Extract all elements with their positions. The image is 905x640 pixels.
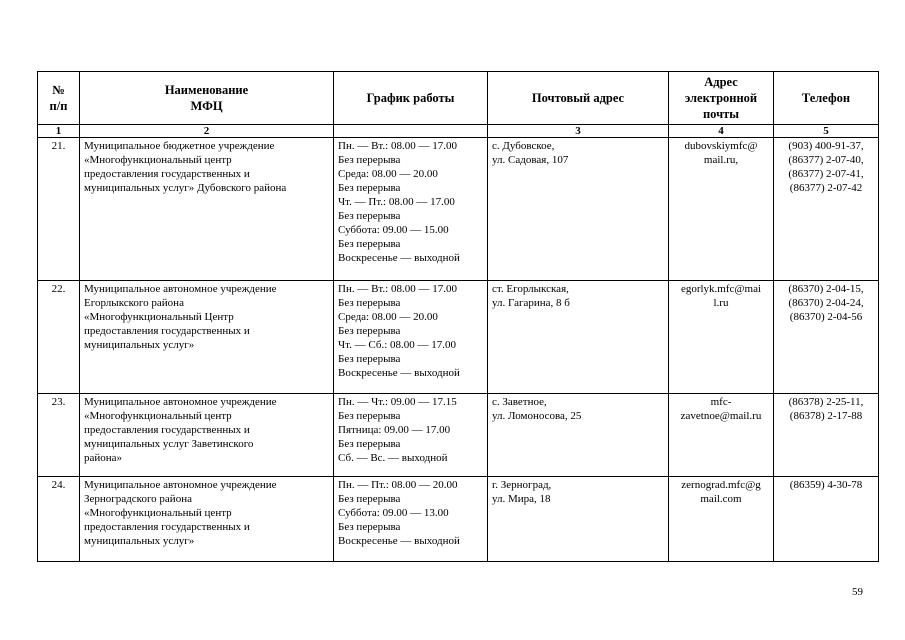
address-cell: г. Зерноград, ул. Мира, 18 (488, 477, 669, 562)
phone-cell: (86370) 2-04-15, (86370) 2-04-24, (86370) 2-04-56 (774, 281, 879, 394)
header-phone: Телефон (774, 72, 879, 125)
col-number: 5 (774, 125, 879, 138)
header-address: Почтовый адрес (488, 72, 669, 125)
table-row (38, 281, 879, 394)
header-email: Адрес электронной почты (669, 72, 774, 125)
email-cell: egorlyk.mfc@mai l.ru (669, 281, 774, 394)
schedule-cell: Пн. — Вт.: 08.00 — 17.00 Без перерыва Среда: 08.00 — 20.00 Без перерыва Чт. — Пт.: 08.00 — 17.00 Без перерыва Суббота: 09.00 — 15.00 Без перерыва Воскресенье — выходной (334, 138, 488, 281)
address-cell: с. Заветное, ул. Ломоносова, 25 (488, 394, 669, 477)
mfc-name-cell: Муниципальное автономное учреждение «Многофункциональный центр предоставления государственных и муниципальных услуг Заветинского района» (80, 394, 334, 477)
header-schedule: График работы (334, 72, 488, 125)
email-cell: mfc- zavetnoe@mail.ru (669, 394, 774, 477)
email-cell: dubovskiymfc@ mail.ru, (669, 138, 774, 281)
col-number: 4 (669, 125, 774, 138)
mfc-name-cell: Муниципальное автономное учреждение Егорлыкского района «Многофункциональный Центр предоставления государственных и муниципальных услуг» (80, 281, 334, 394)
phone-cell: (86359) 4-30-78 (774, 477, 879, 562)
phone-cell: (903) 400-91-37, (86377) 2-07-40, (86377) 2-07-41, (86377) 2-07-42 (774, 138, 879, 281)
row-number: 23. (38, 394, 80, 477)
table-row (38, 138, 879, 281)
mfc-name-cell: Муниципальное автономное учреждение Зерноградского района «Многофункциональный центр предоставления государственных и муниципальных услуг» (80, 477, 334, 562)
row-number: 22. (38, 281, 80, 394)
schedule-cell: Пн. — Вт.: 08.00 — 17.00 Без перерыва Среда: 08.00 — 20.00 Без перерыва Чт. — Сб.: 08.00 — 17.00 Без перерыва Воскресенье — выходной (334, 281, 488, 394)
col-number: 1 (38, 125, 80, 138)
phone-cell: (86378) 2-25-11, (86378) 2-17-88 (774, 394, 879, 477)
col-number: 2 (80, 125, 334, 138)
header-name: Наименование МФЦ (80, 72, 334, 125)
table-row (38, 394, 879, 477)
mfc-name-cell: Муниципальное бюджетное учреждение «Многофункциональный центр предоставления государственных и муниципальных услуг» Дубовского района (80, 138, 334, 281)
schedule-cell: Пн. — Пт.: 08.00 — 20.00 Без перерыва Суббота: 09.00 — 13.00 Без перерыва Воскресенье — выходной (334, 477, 488, 562)
email-cell: zernograd.mfc@g mail.com (669, 477, 774, 562)
table-row (38, 477, 879, 562)
col-number: 3 (488, 125, 669, 138)
header-row (38, 72, 879, 125)
address-cell: ст. Егорлыкская, ул. Гагарина, 8 б (488, 281, 669, 394)
schedule-cell: Пн. — Чт.: 09.00 — 17.15 Без перерыва Пятница: 09.00 — 17.00 Без перерыва Сб. — Вс. — выходной (334, 394, 488, 477)
row-number: 24. (38, 477, 80, 562)
column-number-row (38, 125, 879, 138)
mfc-table (37, 71, 879, 562)
row-number: 21. (38, 138, 80, 281)
address-cell: с. Дубовское, ул. Садовая, 107 (488, 138, 669, 281)
col-number (334, 125, 488, 138)
page-number: 59 (852, 586, 863, 598)
header-num: № п/п (38, 72, 80, 125)
